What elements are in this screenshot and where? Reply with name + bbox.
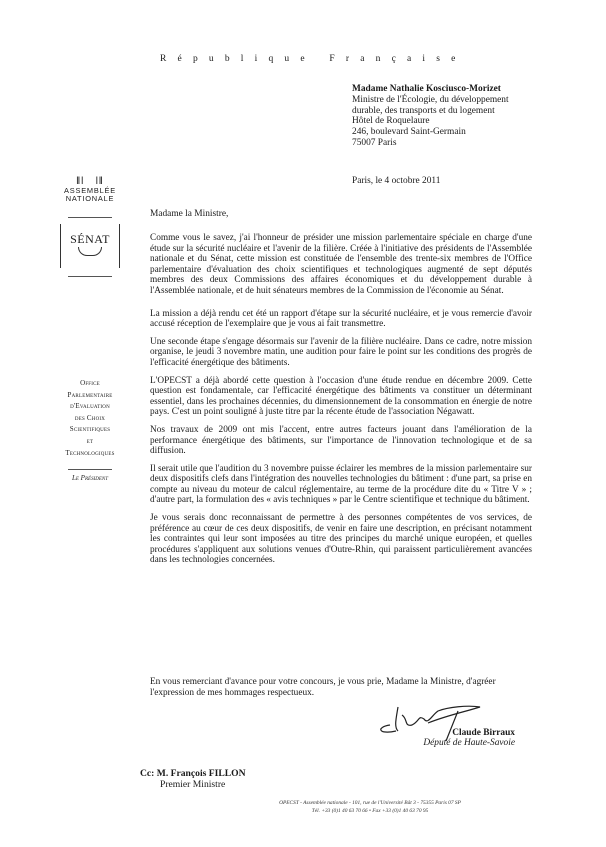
sidebar-logos <box>40 175 140 277</box>
office-line: Office <box>80 379 100 387</box>
senat-smile-icon <box>78 247 102 256</box>
paragraph: Il serait utile que l'audition du 3 novembre puisse éclairer les membres de la mission parlementaire sur deux dispositifs clefs dans l'intégration des nouvelles technologies du bâtiment : d'une part, sa prise en compte au niveau du moteur de calcul réglementaire, au terme de la procédure dite du « Titre V » ; d'autre part, la formulation des « avis techniques » par le Centre scientifique et technique du bâtiment. <box>150 463 532 506</box>
assemblee-logo-icon: ǁǀ ǀǁ <box>76 175 104 187</box>
president-role: Le Président <box>71 474 109 482</box>
salutation: Madame la Ministre, <box>150 209 229 219</box>
office-name <box>40 378 140 459</box>
recipient-line: 246, boulevard Saint-Germain <box>352 127 466 138</box>
footer-address: OPECST - Assemblée nationale - 101, rue de l'Université Bât 3 - 75355 Paris 07 SP <box>279 800 461 806</box>
divider <box>68 469 112 470</box>
paragraph: Je vous serais donc reconnaissant de permettre à des personnes compétentes de vos services, de préférence au cœur de ces deux dispositifs, de venir en faire une description, en précisant notamment les contraintes qui leur sont imposées au titre des principes du marché unique européen, et quelles procédures s'appliquent aux solutions venues d'Outre-Rhin, qui paraissent particulièrement avancées dans les technologies concernées. <box>150 513 532 566</box>
letter-footer <box>180 799 560 815</box>
senat-name: SÉNAT <box>70 232 110 246</box>
divider <box>68 276 112 277</box>
paragraph: Nos travaux de 2009 ont mis l'accent, entre autres facteurs jouant dans l'amélioration de la performance énergétique des bâtiments, sur l'importance de l'innovation technologique et de sa diffusion. <box>150 424 532 457</box>
office-line: Parlementaire <box>67 390 113 399</box>
paragraph: Une seconde étape s'engage désormais sur l'avenir de la filière nucléaire. Dans ce cadre, notre mission organise, le jeudi 3 novembre matin, une audition pour faire le point sur les conditions des progrès de l'efficacité énergétique des bâtiments. <box>150 336 532 368</box>
signer-block <box>380 728 515 748</box>
recipient-address <box>352 84 509 149</box>
recipient-line: 75007 Paris <box>352 137 397 148</box>
recipient-line: Ministre de l'Écologie, du développement <box>352 94 509 105</box>
assemblee-line2: NATIONALE <box>65 194 115 203</box>
assemblee-line1: ASSEMBLÉE <box>64 186 116 195</box>
cc-recipient: Cc: M. François FILLON <box>140 768 246 779</box>
signer-name: Claude Birraux <box>452 728 515 738</box>
signer-title: Député de Haute-Savoie <box>423 738 515 748</box>
cc-title: Premier Ministre <box>160 779 226 790</box>
footer-phone: Tél. +33 (0)1 40 63 70 66 • Fax +33 (0)1 40 63 70 95 <box>311 808 429 814</box>
paragraph: L'OPECST a déjà abordé cette question à l'occasion d'une étude rendue en décembre 2009. Cette question est fondamentale, car l'efficacité énergétique des bâtiments va constituer un déterminant essentiel, dans les prochaines décennies, du dimensionnement de la consommation en énergie de notre pays. C'est un point souligné à juste titre par la récente étude de l'association Négawatt. <box>150 375 532 418</box>
closing: En vous remerciant d'avance pour votre concours, je vous prie, Madame la Ministre, d'agréer l'expression de mes hommages respectueux. <box>150 677 496 698</box>
office-line: Scientifiques <box>69 425 111 434</box>
recipient-line: Hôtel de Roquelaure <box>352 116 430 127</box>
paragraph: Comme vous le savez, j'ai l'honneur de présider une mission parlementaire spéciale en charge d'une étude sur la sécurité nucléaire et l'avenir de la filière. Créée à l'initiative des présidents de l'Assemblée nationale et du Sénat, cette mission est constituée de l'ensemble des trente-six membres de l'Office parlementaire d'évaluation des choix scientifiques et technologiques augmenté de sept députés membres des deux Commissions des affaires économiques et du développement durable à l'Assemblée nationale, et de huit sénateurs membres de la Commission de l'économie au Sénat. <box>150 233 532 296</box>
republique-francaise-header: République Française <box>160 54 467 64</box>
divider <box>68 217 112 218</box>
cc-block <box>140 768 246 790</box>
recipient-name: Madame Nathalie Kosciusco-Morizet <box>352 84 501 94</box>
office-line: Technologiques <box>65 448 115 457</box>
office-line: des Choix <box>74 413 106 422</box>
office-line: d'Evaluation <box>70 402 110 411</box>
paragraph: La mission a déjà rendu cet été un rapport d'étape sur la sécurité nucléaire, et je vous remercie d'avoir accusé réception de l'exemplaire que je vous ai fait transmettre. <box>150 308 532 330</box>
senat-logo-icon <box>60 224 120 268</box>
recipient-line: durable, des transports et du logement <box>352 105 495 116</box>
letter-date: Paris, le 4 octobre 2011 <box>352 176 441 186</box>
assemblee-name <box>40 187 140 203</box>
letter-body <box>150 233 532 573</box>
office-line: et <box>86 436 94 445</box>
